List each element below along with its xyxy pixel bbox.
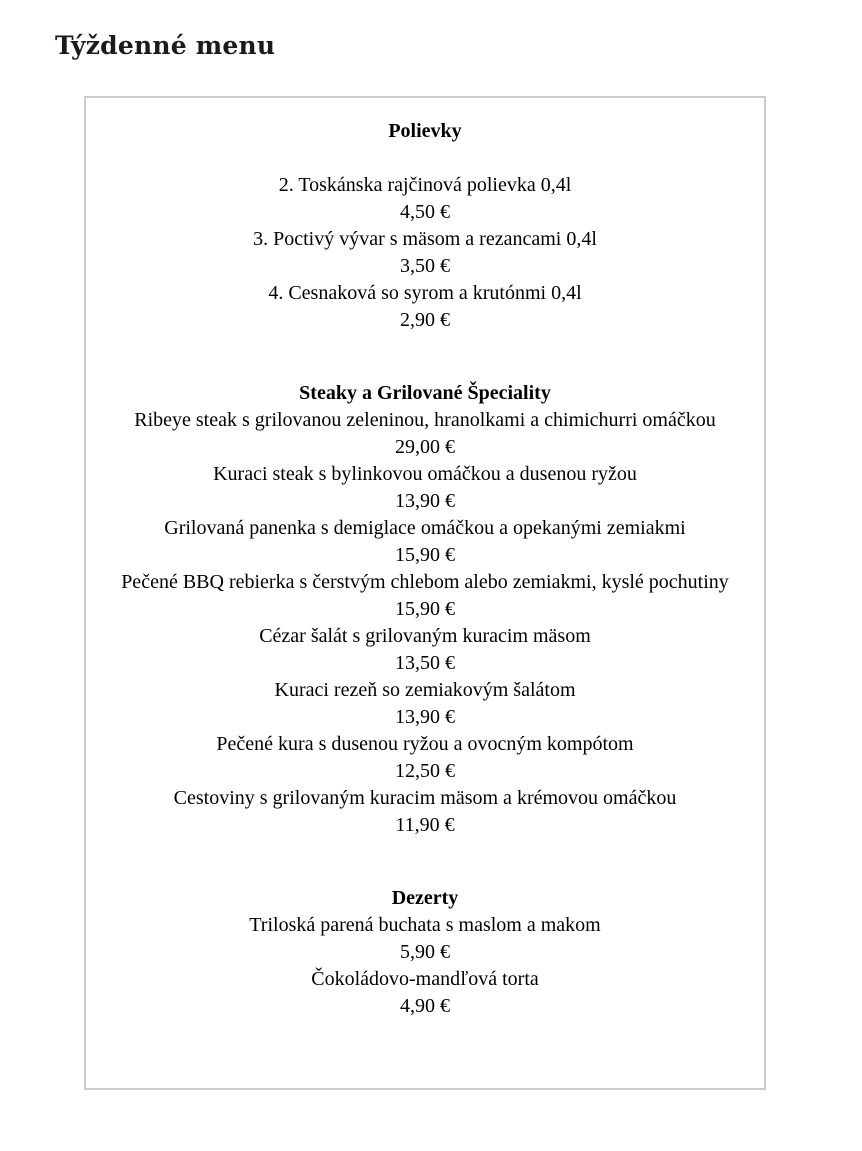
menu-section [96,118,754,334]
menu-item-price: 4,50 € [400,201,450,223]
menu-item-price: 13,90 € [395,706,455,728]
weekly-menu-box [84,96,766,1090]
menu-item-name: Cézar šalát s grilovaným kuracim mäsom [259,625,591,647]
menu-item-name: Kuraci steak s bylinkovou omáčkou a dusenou ryžou [213,463,637,485]
page-title: Týždenné menu [55,31,276,60]
menu-section-items [96,145,754,334]
menu-item-name: Čokoládovo-mandľová torta [311,968,539,990]
menu-item-name: Pečené BBQ rebierka s čerstvým chlebom alebo zemiakmi, kyslé pochutiny [121,571,729,593]
menu-item-price: 12,50 € [395,760,455,782]
menu-section-heading: Steaky a Grilované Špeciality [299,382,551,404]
menu-item-price: 13,90 € [395,490,455,512]
menu-item-price: 15,90 € [395,544,455,566]
menu-item-name: Triloská parená buchata s maslom a makom [249,914,601,936]
menu-item-price: 4,90 € [400,995,450,1017]
menu-section-items [96,407,754,839]
menu-section [96,885,754,1020]
menu-item-name: 3. Poctivý vývar s mäsom a rezancami 0,4l [253,228,597,250]
menu-item-name: 4. Cesnaková so syrom a krutónmi 0,4l [268,282,582,304]
menu-section-items [96,912,754,1020]
menu-item-price: 2,90 € [400,309,450,331]
menu-item-price: 5,90 € [400,941,450,963]
menu-item-price: 13,50 € [395,652,455,674]
menu-section-heading: Dezerty [391,887,459,909]
menu-item-price: 29,00 € [395,436,455,458]
menu-item-name: Ribeye steak s grilovanou zeleninou, hranolkami a chimichurri omáčkou [134,409,716,431]
menu-item-name: Kuraci rezeň so zemiakovým šalátom [274,679,576,701]
spacer [96,145,754,172]
menu-item-name: Pečené kura s dusenou ryžou a ovocným kompótom [216,733,634,755]
menu-item-name: Grilovaná panenka s demiglace omáčkou a opekanými zemiakmi [164,517,686,539]
menu-item-price: 15,90 € [395,598,455,620]
menu-item-name: 2. Toskánska rajčinová polievka 0,4l [278,174,572,196]
menu-section [96,380,754,839]
menu-item-price: 11,90 € [395,814,455,836]
menu-item-name: Cestoviny s grilovaným kuracim mäsom a krémovou omáčkou [173,787,677,809]
menu-section-heading: Polievky [388,120,462,142]
menu-item-price: 3,50 € [400,255,450,277]
